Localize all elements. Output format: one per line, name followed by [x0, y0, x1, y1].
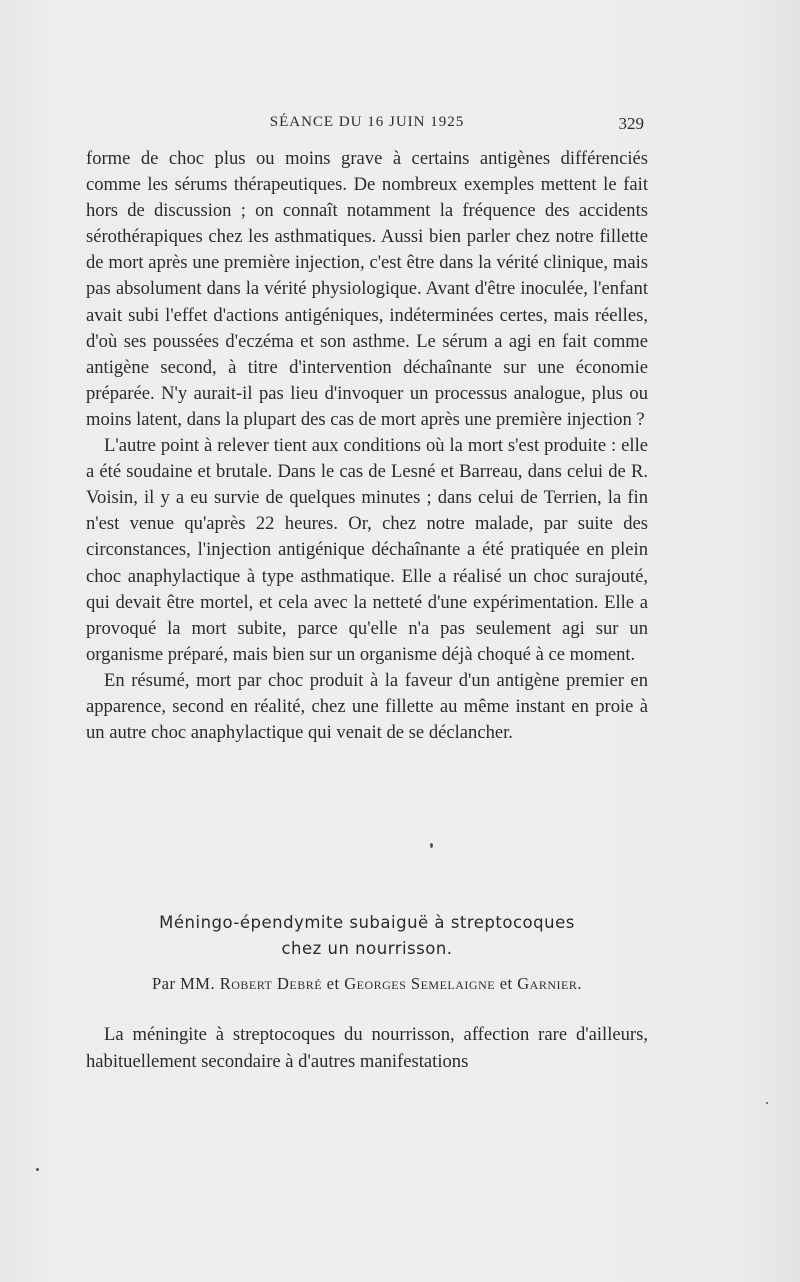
- article-body: [86, 1021, 648, 1075]
- running-title: SÉANCE DU 16 JUIN 1925: [269, 114, 465, 130]
- paragraph-3: En résumé, mort par choc produit à la faveur d'un antigène premier en apparence, second en réalité, chez une fillette au même instant en proie à un autre choc anaphylactique qui venait de se déclancher.: [86, 669, 648, 744]
- print-speck: [36, 1168, 39, 1171]
- byline-connector-2: et: [499, 974, 513, 993]
- paragraph-1: forme de choc plus ou moins grave à certains antigènes différenciés comme les sérums thérapeutiques. De nombreux exemples mettent le fait hors de discussion ; on connaît notamment la fréquence des accidents sérothérapiques chez les asthmatiques. Aussi bien parler chez notre fillette de mort après une première injection, c'est être dans la vérité clinique, mais pas absolument dans la vérité physiologique. Avant d'être inoculée, l'enfant avait subi l'effet d'actions antigéniques, indéterminées certes, mais réelles, d'où ses poussées d'eczéma et son asthme. Le sérum a agi en fait comme antigène second, à titre d'intervention déchaînante sur une économie préparée. N'y aurait-il pas lieu d'invoquer un processus analogue, plus ou moins latent, dans la plupart des cas de mort après une première injection ?: [86, 148, 648, 430]
- article-title-line-2: chez un nourrisson.: [281, 939, 453, 958]
- paragraph-2: L'autre point à relever tient aux conditions où la mort s'est produite : elle a été soudaine et brutale. Dans le cas de Lesné et Barreau, dans celui de R. Voisin, il y a eu survie de quelques minutes ; dans celui de Terrien, la fin n'est venue qu'après 22 heures. Or, chez notre malade, par suite des circonstances, l'injection antigénique déchaînante a été pratiquée en plein choc anaphylactique à type asthmatique. Elle a réalisé un choc surajouté, qui devait être mortel, et cela avec la netteté d'une expérimentation. Elle a provoqué la mort subite, parce qu'elle n'a pas seulement agi sur un organisme préparé, mais bien sur un organisme déjà choqué à ce moment.: [86, 435, 648, 665]
- author-semelaigne: Georges Semelaigne: [344, 974, 496, 993]
- page-header: [86, 114, 648, 138]
- page-number: 329: [618, 114, 644, 133]
- print-speck: [766, 1102, 768, 1104]
- author-garnier: Garnier.: [517, 974, 582, 993]
- article-byline: [86, 974, 648, 994]
- author-debre: Robert Debré: [219, 974, 323, 993]
- byline-prefix: Par MM.: [152, 974, 216, 993]
- print-speck: [430, 843, 433, 848]
- byline-connector-1: et: [326, 974, 340, 993]
- article-title: [86, 910, 648, 962]
- article-title-line-1: Méningo-épendymite subaiguë à streptocoques: [159, 913, 575, 932]
- article-paragraph-1: La méningite à streptocoques du nourrisson, affection rare d'ailleurs, habituellement secondaire à d'autres manifestations: [86, 1024, 648, 1072]
- body-text: [86, 146, 648, 746]
